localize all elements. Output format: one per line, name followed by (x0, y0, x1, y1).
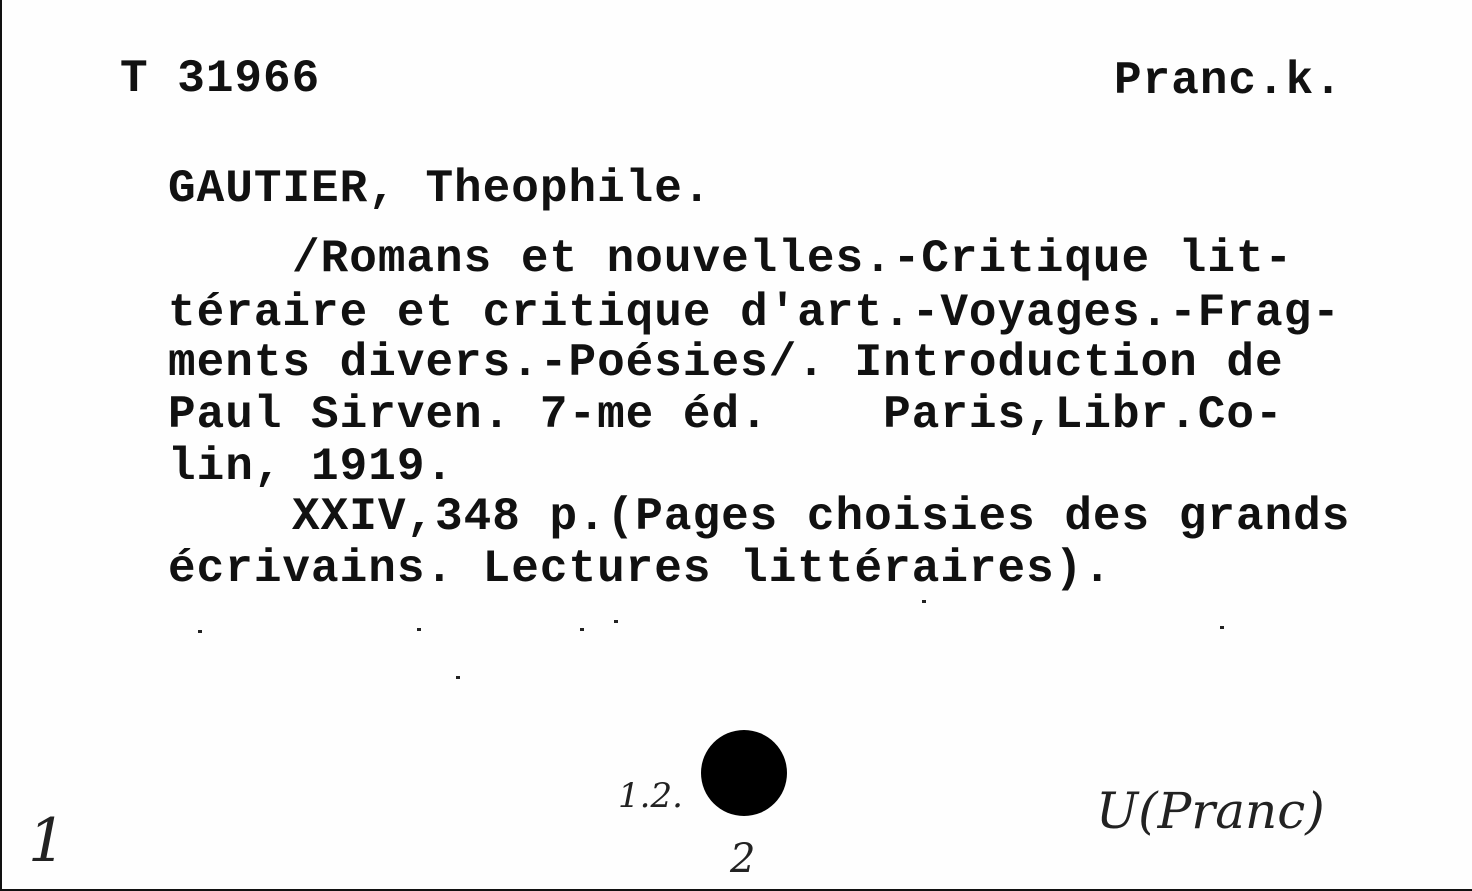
handwritten-left-number: 1 (28, 806, 67, 876)
ink-speck (614, 620, 618, 623)
ink-speck (198, 630, 202, 633)
handwritten-bottom-number: 2 (730, 836, 756, 882)
ink-speck (580, 628, 584, 631)
body-line-5: lin, 1919. (168, 441, 455, 493)
collection-label: Pranc.k. (1114, 55, 1343, 107)
punch-hole (701, 730, 787, 816)
handwritten-location-note: U(Pranc) (1096, 782, 1325, 840)
ink-speck (922, 600, 926, 603)
body-line-6: XXIV,348 p.(Pages choisies des grands (292, 491, 1351, 543)
ink-speck (1220, 626, 1224, 629)
handwritten-copy-note: 1.2. (618, 776, 683, 816)
body-line-7: écrivains. Lectures littéraires). (168, 543, 1112, 595)
call-number: T 31966 (120, 53, 321, 105)
body-line-3: ments divers.-Poésies/. Introduction de (168, 337, 1284, 389)
ink-speck (456, 676, 460, 679)
author-heading: GAUTIER, Theophile. (168, 163, 712, 215)
ink-speck (417, 628, 421, 631)
body-line-2: téraire et critique d'art.-Voyages.-Frag- (168, 287, 1341, 339)
body-line-4: Paul Sirven. 7-me éd. Paris,Libr.Co- (168, 389, 1284, 441)
body-line-1: /Romans et nouvelles.-Critique lit- (292, 233, 1294, 285)
